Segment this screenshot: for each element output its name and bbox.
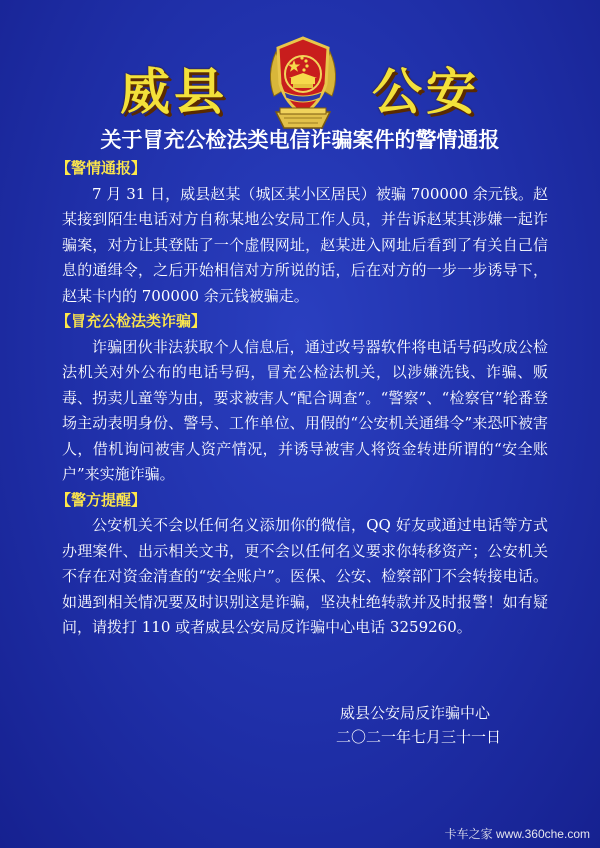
header <box>0 22 600 130</box>
section-heading: 【冒充公检法类诈骗】 <box>56 312 207 330</box>
section-reminder <box>56 488 548 641</box>
signature-date: 二〇二一年七月三十一日 <box>336 728 502 746</box>
signature-org: 威县公安局反诈骗中心 <box>340 704 491 722</box>
header-right-word: 公安 <box>372 62 480 121</box>
section-alert <box>56 156 548 309</box>
section-heading: 【警方提醒】 <box>56 490 147 509</box>
section-paragraph: 公安机关不会以任何名义添加你的微信，QQ 好友或通过电话等方式办理案件、出示相关文书，更不会以任何名义要求你转移资产；公安机关不存在对资金清查的“安全账户”。医保、公安、检察部门不会转接电话。如遇到相关情况要及时识别这是诈骗，坚决杜绝转款并及时报警！如有疑问，请拨打 110 或者威县公安局反诈骗中心电话 3259260。 <box>62 516 548 636</box>
notice-body <box>56 156 548 641</box>
police-emblem-icon <box>262 34 344 134</box>
notice-title: 关于冒充公检法类电信诈骗案件的警情通报 <box>100 127 500 152</box>
section-paragraph: 7 月 31 日，威县赵某（城区某小区居民）被骗 700000 余元钱。赵某接到陌生电话对方自称某地公安局工作人员，并告诉赵某其涉嫌一起诈骗案，对方让其登陆了一个虚假网址，赵某进入网址后看到了有关自己信息的通缉令，之后开始相信对方所说的话，后在对方的一步一步诱导下，赵某卡内的 700000 余元钱被骗走。 <box>62 184 548 305</box>
section-heading: 【警情通报】 <box>56 159 147 177</box>
watermark: 卡车之家 www.360che.com <box>444 827 590 841</box>
section-fraud-type <box>56 309 548 488</box>
section-paragraph: 诈骗团伙非法获取个人信息后，通过改号器软件将电话号码改成公检法机关对外公布的电话号码，冒充公检法机关，以涉嫌洗钱、诈骗、贩毒、拐卖儿童等为由，要求被害人“配合调查”。“警察”、“检察官”轮番登场主动表明身份、警号、工作单位、用假的“公安机关通缉令”来恐吓被害人，借机询问被害人资产情况，并诱导被害人将资金转进所谓的“安全账户”来实施诈骗。 <box>62 337 548 483</box>
header-left-word: 威县 <box>120 62 228 121</box>
